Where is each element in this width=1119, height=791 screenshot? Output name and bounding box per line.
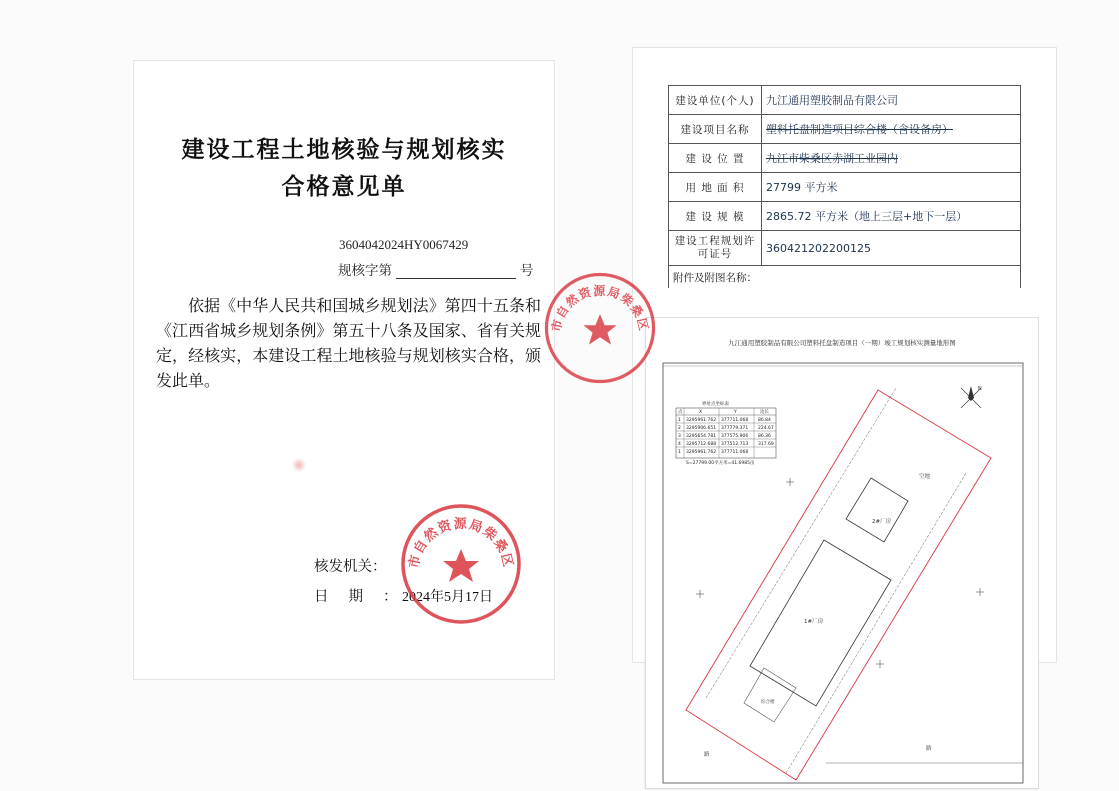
table-row [669,173,1021,202]
certificate-page [133,60,555,680]
col-header: 边长 [760,410,769,415]
grid-crosses [696,478,984,668]
cell: 377711.068 [721,450,749,455]
cell: 4 [678,442,681,447]
row-value: 360421202200125 [762,231,1021,266]
cell: 377512.713 [721,442,749,447]
coordinate-table-caption: 界址点坐标表 [702,402,729,407]
issuer-label: 核发机关： [314,559,387,575]
location-value: 九江市柴桑区赤湖工业园内 [766,152,898,165]
cell: 224.67 [758,426,774,431]
office-label: 综合楼 [761,700,775,705]
row-value: 27799 平方米 [762,173,1021,202]
plant-2-label: 2#厂房 [872,519,892,525]
coordinate-table [676,400,776,466]
official-seal-icon [396,499,526,633]
row-value [762,115,1021,144]
svg-text:九江市自然资源局柴桑区分局: 市自然资源局柴桑区 [549,283,651,334]
certificate-title-line1: 建设工程土地核验与规划核实 [181,137,507,163]
cell: 377575.906 [721,434,749,439]
plant-1-label: 1#厂房 [804,619,824,625]
table-row [669,202,1021,231]
row-key: 建设单位(个人) [669,86,762,115]
ink-smudge [292,457,306,473]
north-arrow-icon [961,386,982,408]
row-value [762,144,1021,173]
official-seal-icon [540,268,660,392]
table-row [669,144,1021,173]
cell: 3 [678,434,681,439]
attachments-label: 附件及附图名称： [669,266,1021,289]
area-note: S=27799.00平方米=41.6985亩 [686,461,755,466]
map-title: 九江通用塑胶制品有限公司塑料托盘制造项目（一期）竣工规划核实测量地形图 [728,339,956,347]
empty-lot-label: 空地 [919,474,931,480]
cell: 377711.068 [721,418,749,423]
cell: 2 [678,426,681,431]
row-key: 用 地 面 积 [669,173,762,202]
plant-2-outline [846,478,908,542]
row-value: 2865.72 平方米（地上三层+地下一层） [762,202,1021,231]
row-key: 建设项目名称 [669,115,762,144]
certificate-body: 依据《中华人民共和国城乡规划法》第四十五条和《江西省城乡规划条例》第五十八条及国家、省有关规定，经核实，本建设工程土地核验与规划核实合格，颁发此单。 [156,296,541,390]
office-outline [744,668,796,722]
site-map-page [645,317,1039,789]
date-value: 2024年5月17日 [402,590,493,605]
permit-suffix: 号 [520,263,534,279]
cell: 3295654.781 [686,434,717,439]
serial-number: 3604042024HY0067429 [339,237,469,252]
col-header: X [699,410,703,415]
cell: 3295712.688 [686,442,717,447]
cell: 86.84 [758,418,771,423]
cell: 377779.371 [721,426,749,431]
col-header: 点 [678,410,683,415]
row-value: 九江通用塑胶制品有限公司 [762,86,1021,115]
col-header: Y [734,410,737,415]
cell: 1 [678,418,681,423]
table-row [669,231,1021,266]
road-label-left: 路 [704,752,710,758]
table-row [669,115,1021,144]
project-name-value: 塑料托盘制造项目综合楼（含设备房） [766,123,953,136]
north-label: N [978,386,982,392]
cell: 3295961.762 [686,418,717,423]
table-row [669,266,1021,289]
cell: 86.36 [758,434,771,439]
permit-number-line [338,259,534,279]
svg-text:九江市自然资源局柴桑区分局: 市自然资源局柴桑区 [406,517,516,570]
cell: 317.69 [758,442,774,447]
permit-blank [396,264,516,279]
road-label-bottom: 路 [926,746,932,752]
date-label: 日期： [314,589,418,605]
table-row [669,86,1021,115]
certificate-title-line2: 合格意见单 [281,174,407,200]
cell: 3295961.762 [686,450,717,455]
row-key: 建 设 位 置 [669,144,762,173]
row-key: 建设工程规划许可证号 [669,231,762,266]
cell: 1 [678,450,681,455]
row-key: 建 设 规 模 [669,202,762,231]
project-info-table [668,85,1021,288]
permit-prefix: 规核字第 [338,263,392,279]
cell: 3295906.651 [686,426,717,431]
